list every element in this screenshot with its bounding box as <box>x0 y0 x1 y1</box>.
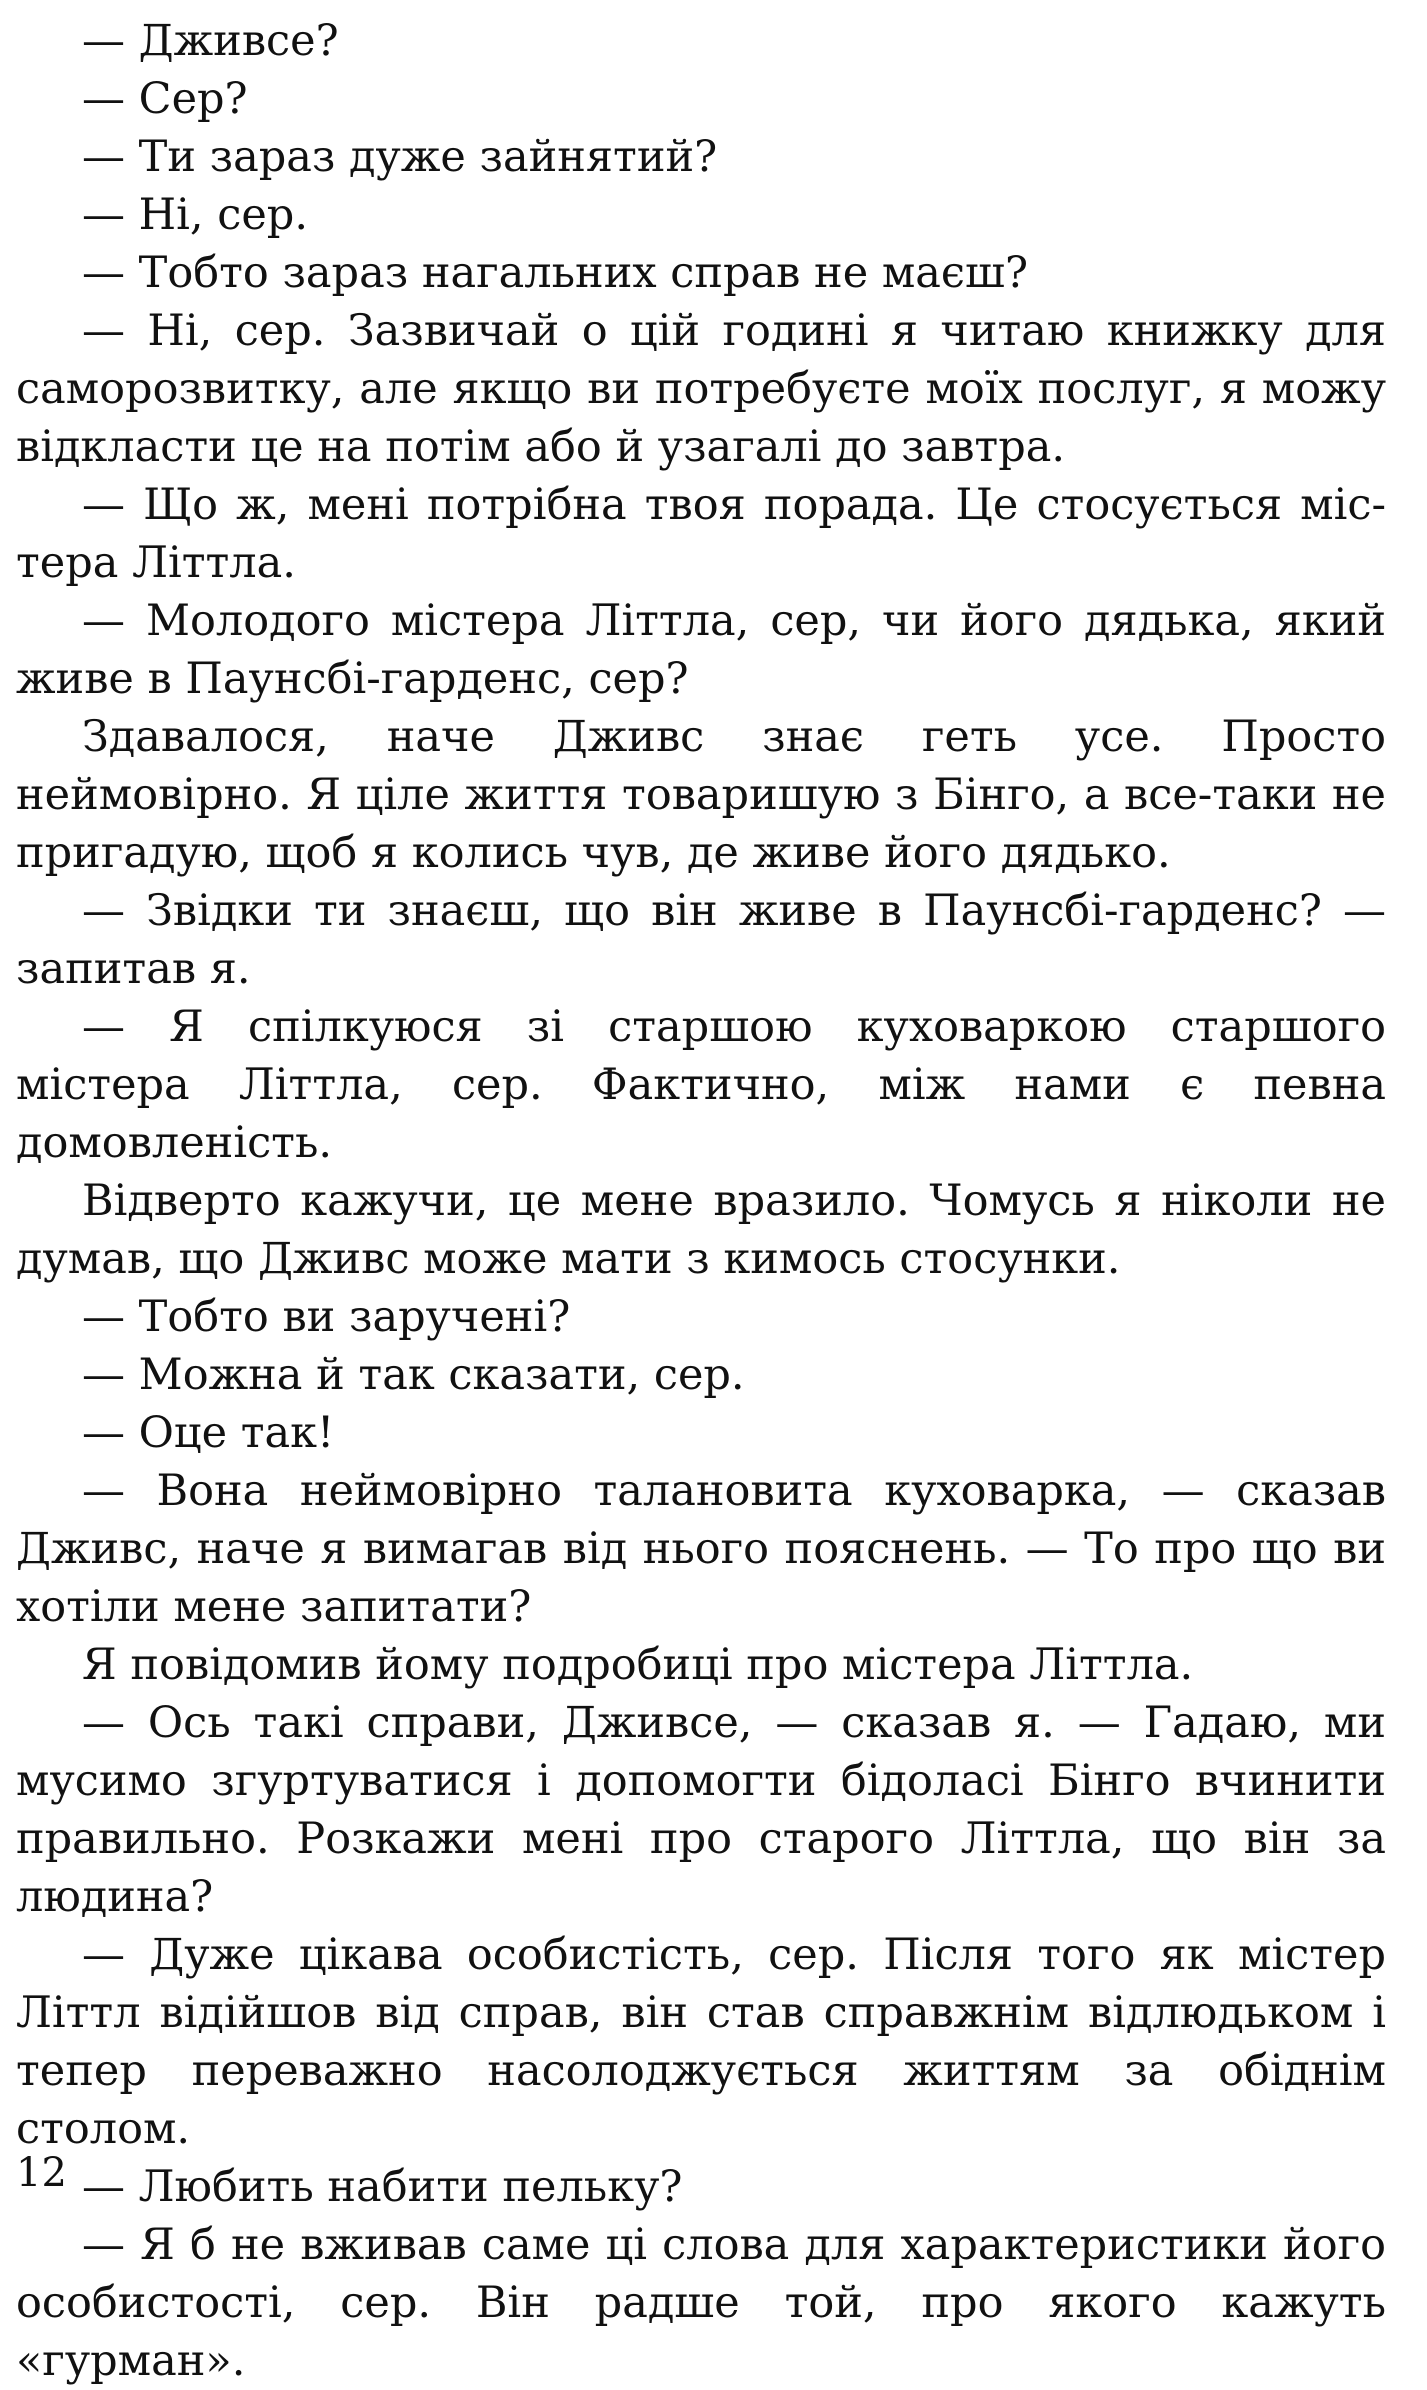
page-number: 12 <box>16 2150 67 2196</box>
paragraph: — Оце так! <box>82 1408 335 1458</box>
paragraph: — Звідки ти знаєш, що він живе в Паунсбі-гарденс? — запитав я. <box>16 886 1386 994</box>
book-page-text <box>16 12 1386 2390</box>
paragraph: Я повідомив йому подробиці про містера Літтла. <box>82 1640 1194 1690</box>
paragraph: — Тобто ви заручені? <box>82 1292 571 1342</box>
paragraph: — Тобто зараз нагальних справ не маєш? <box>82 248 1029 298</box>
paragraph: Відверто кажучи, це мене вразило. Чомусь я ніколи не думав, що Дживс може мати з кимось стосунки. <box>16 1176 1386 1284</box>
paragraph: — Молодого містера Літтла, сер, чи його дядька, який живе в Паунсбі-гарденс, сер? <box>16 596 1386 704</box>
paragraph: — Ні, сер. <box>82 190 308 240</box>
paragraph: — Ти зараз дуже зайнятий? <box>82 132 718 182</box>
paragraph: — Дуже цікава особистість, сер. Після того як містер Літтл відійшов від справ, він став справжнім відлюдьком і тепер переважно насолоджується життям за обіднім столом. <box>16 1930 1386 2154</box>
paragraph: — Ось такі справи, Дживсе, — сказав я. — Гадаю, ми мусимо згуртуватися і допомогти бідоласі Бінго вчинити правильно. Розкажи мені про старого Літтла, що він за людина? <box>16 1698 1386 1922</box>
paragraph: Здавалося, наче Дживс знає геть усе. Просто неймовірно. Я ціле життя товаришую з Бінго, а все-таки не пригадую, щоб я колись чув, де живе його дядько. <box>16 712 1386 878</box>
paragraph: — Я спілкуюся зі старшою куховаркою старшого містера Літтла, сер. Фактично, між нами є певна домовленість. <box>16 1002 1386 1168</box>
paragraph: — Вона неймовірно талановита куховарка, — сказав Дживс, наче я вимагав від нього пояснень. — То про що ви хотіли мене запитати? <box>16 1466 1386 1632</box>
paragraph: — Що ж, мені потрібна твоя порада. Це стосується містера Літтла. <box>16 480 1386 588</box>
paragraph: — Сер? <box>82 74 248 124</box>
paragraph: — Дживсе? <box>82 16 339 66</box>
paragraph: — Можна й так сказати, сер. <box>82 1350 745 1400</box>
paragraph: — Любить набити пельку? <box>82 2162 683 2212</box>
paragraph: — Ні, сер. Зазвичай о цій годині я читаю книжку для саморозвитку, але якщо ви потребуєте моїх послуг, я можу відкласти це на потім або й узагалі до завтра. <box>16 306 1386 472</box>
paragraph: — Я б не вживав саме ці слова для характеристики його особистості, сер. Він радше той, про якого кажуть «гурман». <box>16 2220 1386 2386</box>
